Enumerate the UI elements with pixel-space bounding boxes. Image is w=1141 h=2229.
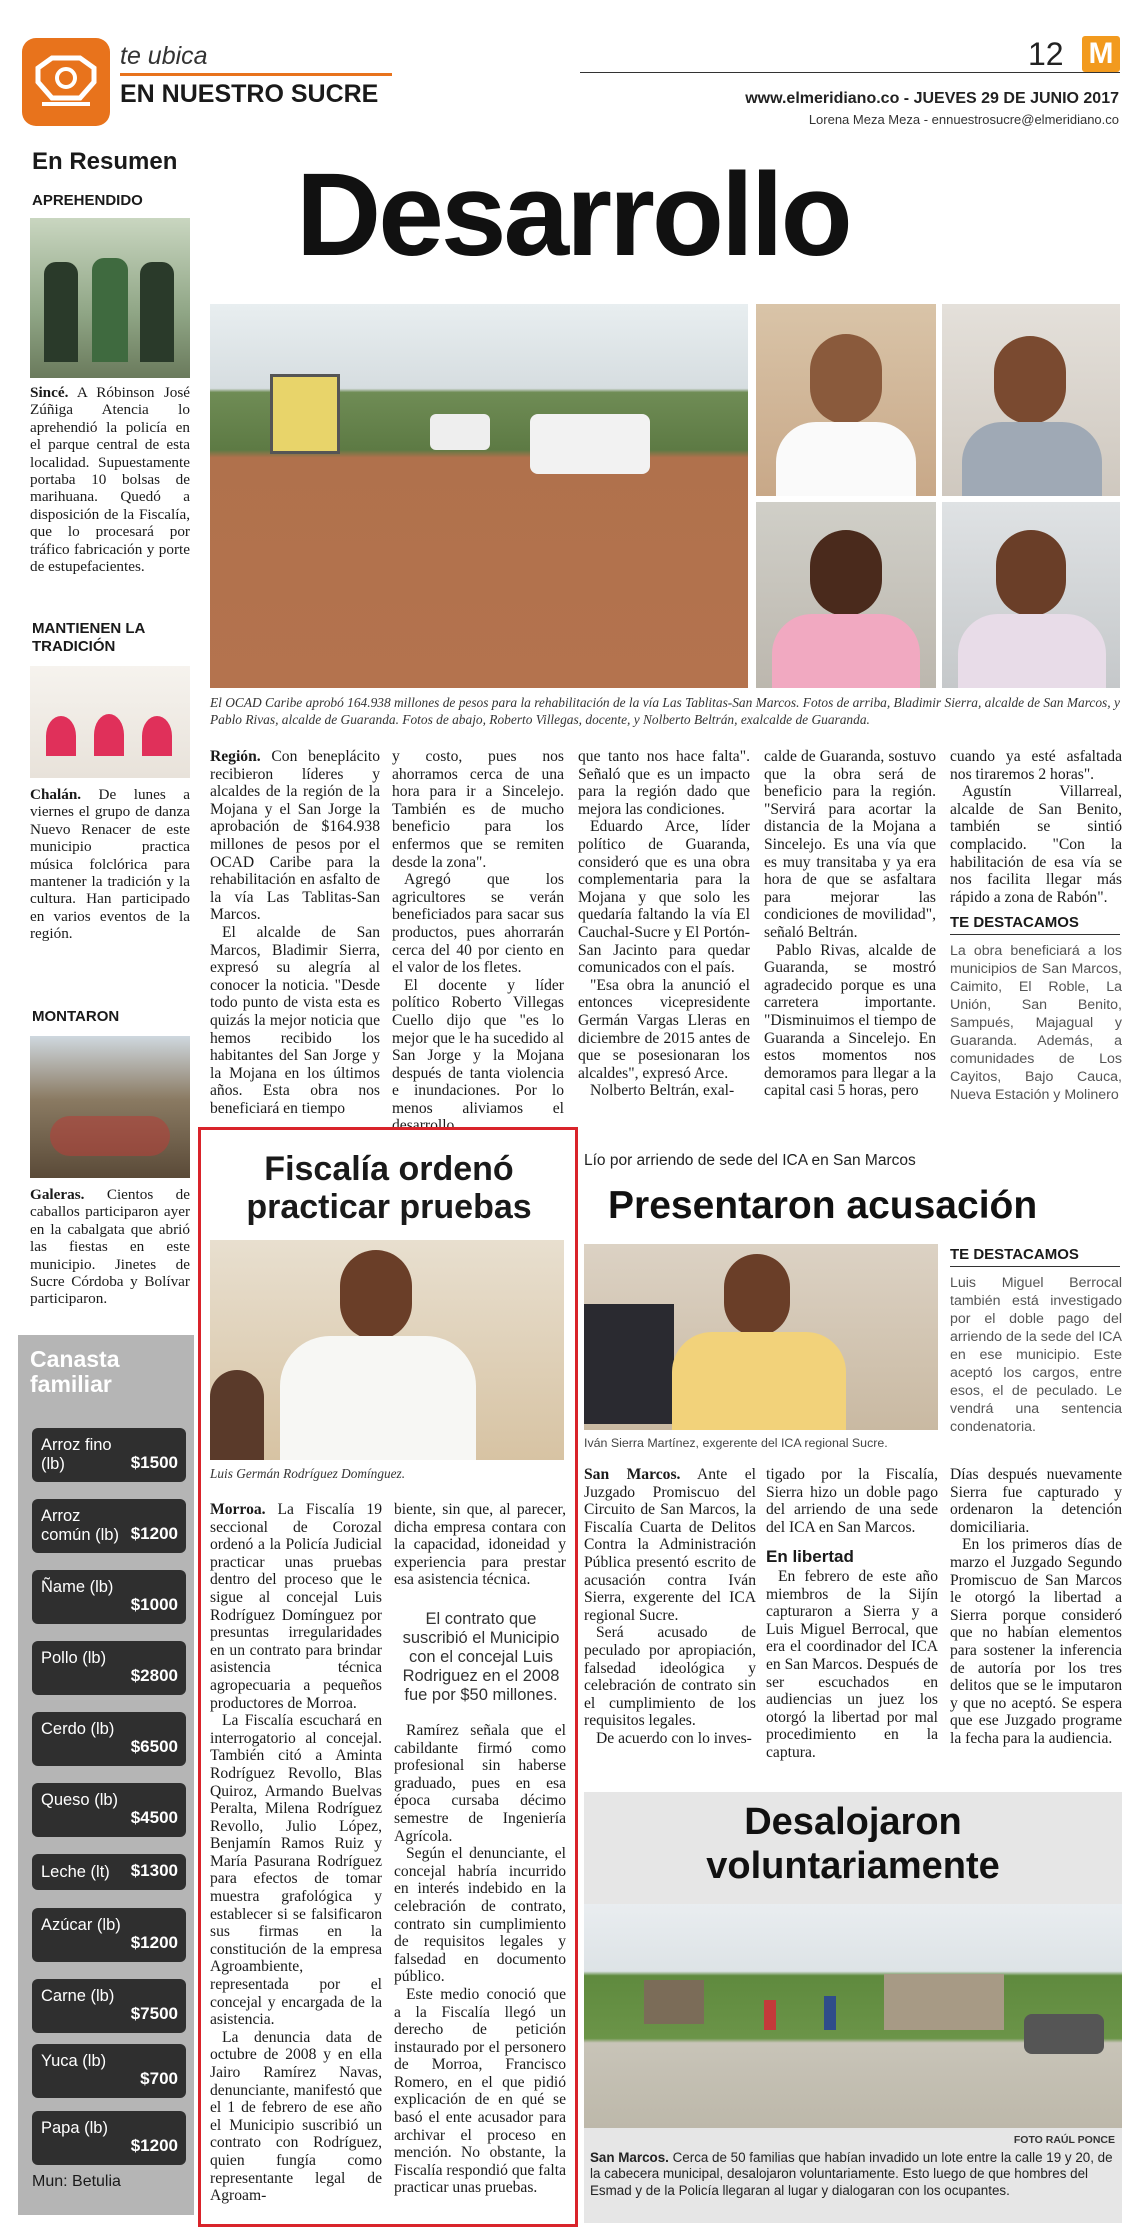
photo-nolberto-beltran [942,502,1120,688]
fiscalia-photo [210,1240,564,1460]
acusacion-title: Presentaron acusación [608,1184,1038,1227]
acusacion-destacamos-rule [950,1266,1120,1267]
sidebar-text-2: Chalán. De lunes a viernes el grupo de danza Nuevo Renacer de este municipio practica música folclórica para mantener la tradición y la cultura. Han participado en varios eventos de la región. [30,786,190,943]
fiscalia-pullquote: El contrato que suscribió el Municipio con el concejal Luis Rodriguez en el 2008 fue por $50 millones. [402,1610,560,1704]
main-photo-road [210,304,748,688]
acusacion-photo [584,1244,938,1430]
canasta-footer: Mun: Betulia [32,2173,121,2190]
destacamos-rule [950,934,1120,935]
location-mask-icon [22,38,110,126]
photo-roberto-villegas [756,502,936,688]
sidebar-text-3: Galeras. Cientos de caballos participaron ayer en la cabalgata que abrió las fiestas en este municipio. Jinetes de Sucre Córdoba y Bolívar participaron. [30,1186,190,1308]
section-logo [22,38,110,126]
sidebar-heading: MONTARON [32,1008,120,1025]
destacamos-title: TE DESTACAMOS [950,914,1079,931]
main-title: Desarrollo [296,149,850,281]
acusacion-subhead: En libertad [766,1547,854,1567]
sidebar [30,138,192,1338]
fiscalia-caption: Luis Germán Rodríguez Domínguez. [210,1466,406,1481]
sidebar-heading: APREHENDIDO [32,192,143,209]
main-col-2: y costo, pues nos ahorramos cerca de una hora para ir a Sincelejo. También es de mucho beneficio para los enfermos que se remiten desde la zona". Agregó que los agricultores se verán beneficiados para sacar sus productos, pues ahorrarán cerca del 40 por ciento en el valor de los fletes. El docente y líder político Roberto Villegas Cuello dijo que "es lo mejor que le ha sucedido al San Jorge y la Mojana después de tanta violencia e inundaciones. Por lo menos aliviamos el desarrollo [392,748,564,1135]
acusacion-destacamos-title: TE DESTACAMOS [950,1246,1079,1263]
canasta-title: Canasta familiar [30,1346,120,1397]
desalojo-credit: FOTO RAÚL PONCE [1013,2134,1115,2146]
price-row: Carne (lb) $7500 [32,1979,186,2033]
acusacion-kicker: Lío por arriendo de sede del ICA en San Marcos [584,1152,916,1169]
price-row: Arroz fino (lb) $1500 [32,1428,186,1482]
website-date: www.elmeridiano.co - JUEVES 29 DE JUNIO 2017 [745,90,1119,107]
photo-pablo-rivas [942,304,1120,496]
price-row: Pollo (lb) $2800 [32,1641,186,1695]
price-row: Arroz común (lb) $1200 [32,1499,186,1553]
main-col-1: Región. Con beneplácito recibieron líderes y alcaldes de la región de la Mojana y el San Jorge la aprobación de $164.938 millones de pesos por el OCAD Caribe para la rehabilitación en asfalto de la vía Las Tablitas-San Marcos. El alcalde de San Marcos, Bladimir Sierra, expresó su alegría al conocer la noticia. "Desde todo punto de vista esta es quizás la mejor noticia que hemos recibido los habitantes del San Jorge y la Mojana en los últimos años. Esta obra nos beneficiará en tiempo [210,748,380,1117]
sidebar-photo-horses [30,1036,190,1178]
fiscalia-col-1: Morroa. La Fiscalía 19 seccional de Corozal ordenó a la Policía Judicial practicar unas pruebas dentro del proceso que le sigue al concejal Luis Rodríguez Domínguez por presuntas irregularidades en un contrato para brindar asistencia técnica agropecuaria a pequeños productores de Morroa. La Fiscalía escuchará en interrogatorio al concejal. También citó a Aminta Rodríguez Revollo, Blas Quiroz, Armando Buelvas Peralta, Milena Rodríguez Revollo, Julio López, Benjamín Ramos Ruiz y María Pasurana Rodríguez para efectos de tomar muestra grafológica y establecer si se falsificaron sus firmas en la constitución de la empresa Agroambiente, representada por el concejal y encargada de la asistencia. La denuncia data de octubre de 2008 y en ella Jairo Ramírez Navas, denunciante, manifestó que el 1 de febrero de ese año el Municipio suscribió un contrato con Rodríguez, quien fungía como representante legal de Agroam- [210,1501,382,2205]
desalojo-caption: San Marcos. Cerca de 50 familias que habían invadido un lote entre la calle 19 y 20, de la cabecera municipal, desalojaron voluntariamente. Esto luego de que hombres del Esmad y de la Policía llegaran al lugar y dialogaran con los ocupantes. [590,2150,1113,2198]
destacamos-text: La obra beneficiará a los municipios de San Marcos, Caimito, El Roble, La Unión, San Benito, Sampués, Majagual y Guaranda. Además, a comunidades de Los Cayitos, Bajo Cauca, Nueva Estación y Molinero [950,943,1122,1103]
section-big: EN NUESTRO SUCRE [120,80,379,108]
acusacion-caption: Iván Sierra Martínez, exgerente del ICA regional Sucre. [584,1436,888,1450]
sidebar-heading: MANTIENEN LA TRADICIÓN [32,620,145,655]
fiscalia-col-2: biente, sin que, al parecer, dicha empresa contara con la capacidad, idoneidad y experiencia para prestar esa asistencia técnica. [394,1501,566,1589]
main-caption: El OCAD Caribe aprobó 164.938 millones de pesos para la rehabilitación de la vía Las Tablitas-San Marcos. Fotos de arriba, Bladimir Sierra, alcalde de San Marcos, y Pablo Rivas, alcalde de Guaranda. Fotos de abajo, Roberto Villegas, docente, y Nolberto Beltrán, exalcalde de Guaranda. [210,695,1120,727]
price-row: Queso (lb) $4500 [32,1783,186,1837]
acusacion-col-2: tigado por la Fiscalía, Sierra hizo un doble pago del arriendo de una sede del ICA en San Marcos. En libertad En febrero de este año miembros de la Sijín capturaron a Sierra y a Luis Miguel Berrocal, que era el coordinador del ICA en San Marcos. Después de ser escuchados en audiencias un juez los otorgó la libertad por mal procedimiento en la captura. [766,1466,938,1761]
price-row: Azúcar (lb) $1200 [32,1908,186,1962]
photo-bladimir-sierra [756,304,936,496]
main-col-3: que tanto nos hace falta". Señaló que es un impacto para la región dado que mejora las condiciones. Eduardo Arce, líder político de Guaranda, consideró que es una obra complementaria para la Mojana y que solo les quedaría faltando la vía El Cauchal-Sucre y El Portón-San Jacinto para quedar comunicados con el país. "Esa obra la anunció el entonces vicepresidente Germán Vargas Lleras en diciembre de 2015 antes de que se posesionaran los alcaldes", expresó Arce. Nolberto Beltrán, exal- [578,748,750,1100]
acusacion-col-1: San Marcos. Ante el Juzgado Promiscuo del Circuito de San Marcos, la Fiscalía Cuarta de Delitos Contra la Administración Pública presentó escrito de acusación contra Iván Sierra, exgerente del ICA regional Sucre. Será acusado de peculado por apropiación, falsedad ideológica y celebración de contrato sin el cumplimiento de los requisitos legales. De acuerdo con lo inves- [584,1466,756,1747]
main-col-4: calde de Guaranda, sostuvo que la obra será de beneficio para la región. "Servirá para acortar la distancia de la Mojana a Sincelejo. Es una vía que es muy transitaba y ya era hora de que se asfaltara para mejorar las condiciones de movilidad", señaló Beltrán. Pablo Rivas, alcalde de Guaranda, se mostró agradecido porque es una carretera importante. "Disminuimos el tiempo de Guaranda a Sincelejo. En estos momentos nos demoramos para llegar a la capital casi 5 horas, pero [764,748,936,1100]
section-small: te ubica [120,42,208,70]
main-col-5: cuando ya esté asfaltada nos tiraremos 2 horas". Agustín Villarreal, alcalde de San Benito, también se sintió complacido. "Con la habilitación de esa vía se nos facilita llegar más rápido a zona de Rabón". [950,748,1122,906]
section-rule [120,73,392,76]
price-row: Cerdo (lb) $6500 [32,1712,186,1766]
acusacion-destacamos-text: Luis Miguel Berrocal también está investigado por el doble pago del arriendo de la sede del ICA en ese municipio. Este aceptó los cargos, entre esos, el de peculado. Le vendrá una sentencia condenatoria. [950,1275,1122,1435]
price-row: Yuca (lb) $700 [32,2044,186,2098]
sidebar-text-1: Sincé. A Róbinson José Zúñiga Atencia lo aprehendió la policía en el parque central de esta localidad. Supuestamente portaba 10 bolsas de marihuana. Quedó a disposición de la Fiscalía, que lo procesará por tráfico fabricación y porte de estupefacientes. [30,384,190,576]
desalojo-photo [584,1904,1122,2128]
sidebar-photo-dance [30,666,190,778]
price-row: Papa (lb) $1200 [32,2111,186,2165]
price-row: Leche (lt) $1300 [32,1854,186,1890]
acusacion-col-3: Días después nuevamente Sierra fue capturado y ordenaron la detención domiciliaria. En los primeros días de marzo el Juzgado Segundo Promiscuo de San Marcos le otorgó la libertad a Sierra porque consideró que no habían elementos para sostener la inferencia de autoría por los tres delitos que se le imputaron y que no aceptó. Se espera que ese Juzgado programe la fecha para la audiencia. [950,1466,1122,1747]
author-line: Lorena Meza Meza - ennuestrosucre@elmeridiano.co [808,112,1119,127]
sidebar-title: En Resumen [32,148,178,175]
desalojo-title: Desalojaron voluntariamente [706,1801,1000,1887]
price-row: Ñame (lb) $1000 [32,1570,186,1624]
sidebar-photo-arrest [30,218,190,378]
brand-logo: M [1082,36,1120,72]
fiscalia-col-2b: Ramírez señala que el cabildante firmó como profesional sin haberse graduado, pues en esa época cursaba décimo semestre de Ingeniería Agrícola. Según el denunciante, el concejal habría incurrido en interés indebido en la celebración de contrato, contrato sin cumplimiento de requisitos legales y falsedad en documento público. Este medio conoció que a la Fiscalía llegó un derecho de petición instaurado por el personero de Morroa, Francisco Romero, en el que pidió explicación de en qué se basó el ente acusador para archivar el proceso en mención. No obstante, la Fiscalía respondió que falta practicar unas pruebas. [394,1722,566,2197]
page-number: 12 [1028,36,1064,72]
fiscalia-title: Fiscalía ordenó practicar pruebas [246,1150,532,1226]
